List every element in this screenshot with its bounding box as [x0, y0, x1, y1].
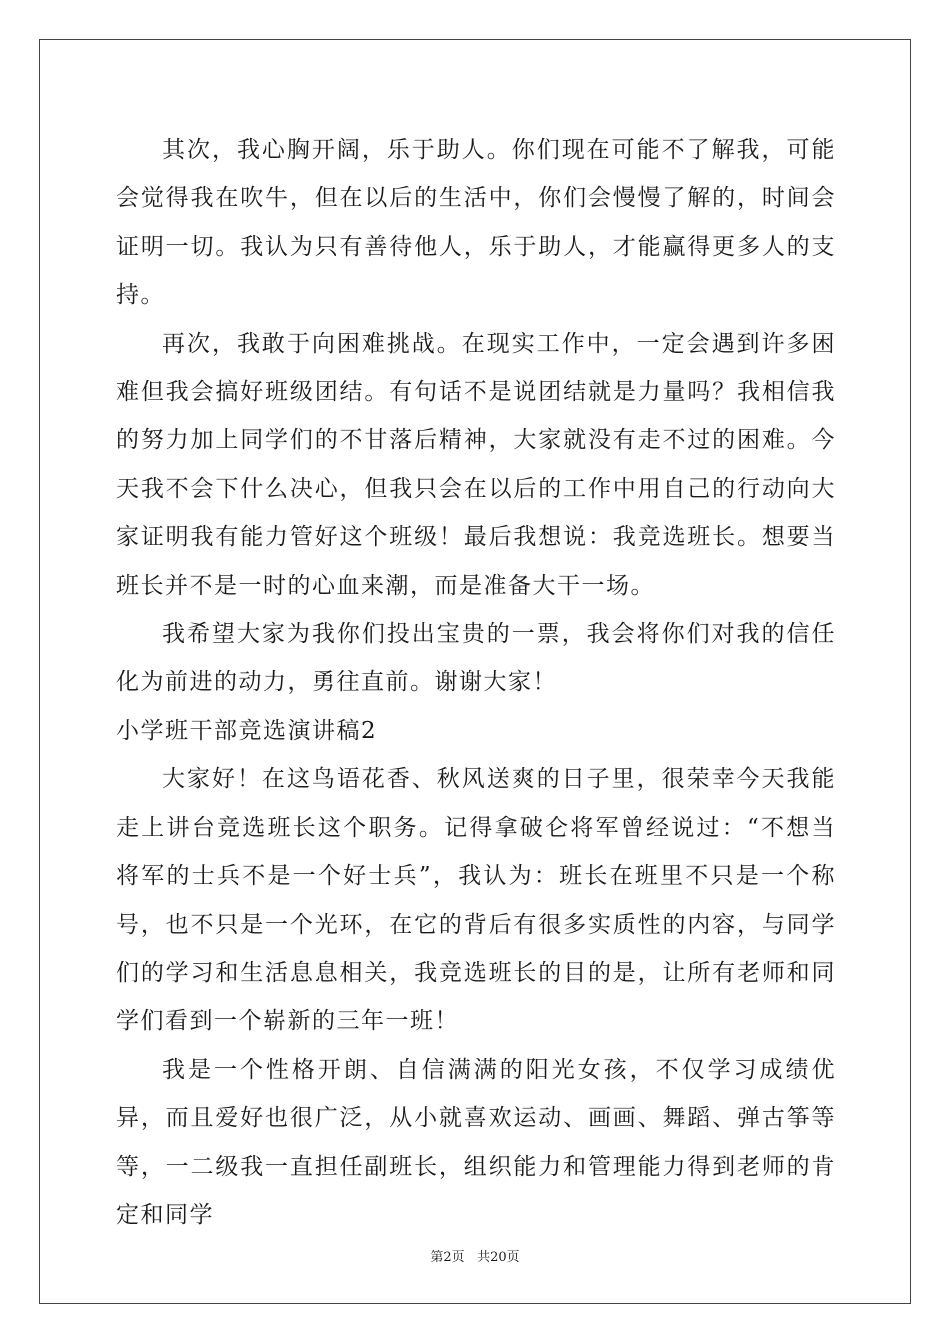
paragraph-2: 再次，我敢于向困难挑战。在现实工作中，一定会遇到许多困难但我会搞好班级团结。有句话不是说团结就是力量吗？我相信我的努力加上同学们的不甘落后精神，大家就没有走不过的困难。今天我不会下什么决心，但我只会在以后的工作中用自己的行动向大家证明我有能力管好这个班级！最后我想说：我竞选班长。想要当班长并不是一时的心血来潮，而是准备大干一场。: [116, 330, 836, 599]
paragraph-5: 我是一个性格开朗、自信满满的阳光女孩，不仅学习成绩优异，而且爱好也很广泛，从小就喜欢运动、画画、舞蹈、弹古筝等等，一二级我一直担任副班长，组织能力和管理能力得到老师的肯定和同学: [116, 1056, 836, 1228]
paragraph-1: 其次，我心胸开阔，乐于助人。你们现在可能不了解我，可能会觉得我在吹牛，但在以后的生活中，你们会慢慢了解的，时间会证明一切。我认为只有善待他人，乐于助人，才能赢得更多人的支持。: [116, 137, 836, 309]
section-heading: 小学班干部竞选演讲稿2: [116, 717, 378, 744]
paragraph-3: 我希望大家为我你们投出宝贵的一票，我会将你们对我的信任化为前进的动力，勇往直前。谢谢大家！: [116, 621, 836, 696]
page-total: 共20页: [477, 1250, 520, 1265]
page-number: 第2页: [430, 1250, 465, 1265]
page-footer: [0, 1246, 950, 1265]
document-body: [116, 126, 836, 1239]
paragraph-4: 大家好！在这鸟语花香、秋风送爽的日子里，很荣幸今天我能走上讲台竞选班长这个职务。记得拿破仑将军曾经说过：“不想当将军的士兵不是一个好士兵”，我认为：班长在班里不只是一个称号，也不只是一个光环，在它的背后有很多实质性的内容，与同学们的学习和生活息息相关，我竞选班长的目的是，让所有老师和同学们看到一个崭新的三年一班！: [116, 766, 836, 1035]
